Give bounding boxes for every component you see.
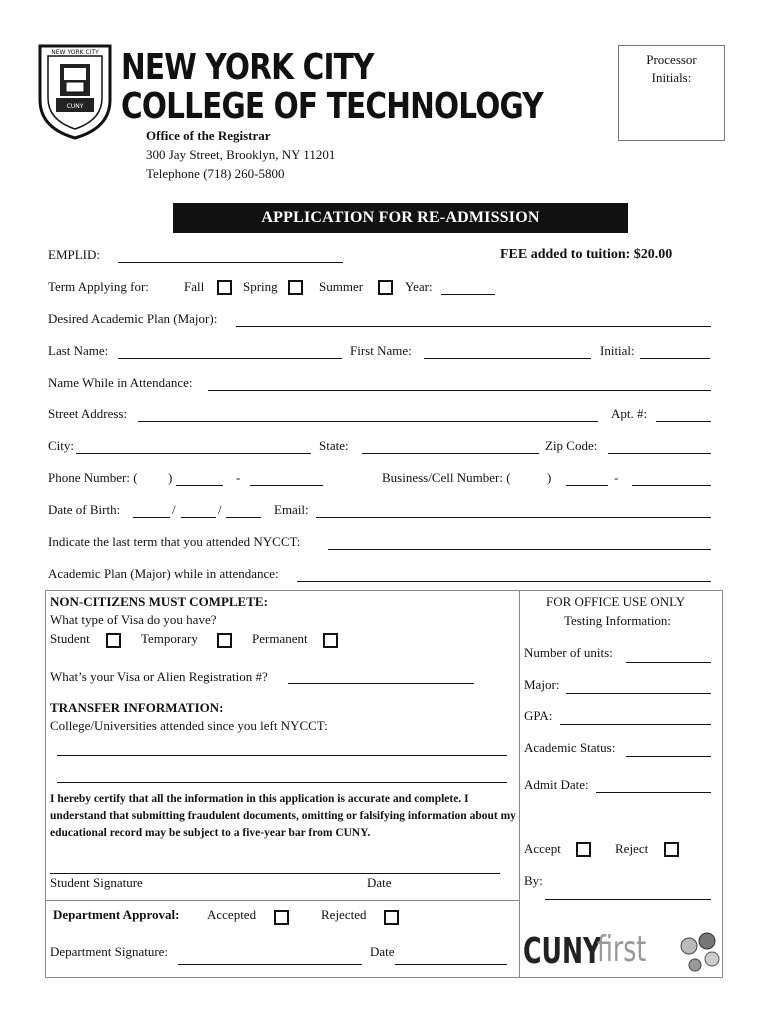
temporary-visa-checkbox[interactable] [217,633,232,648]
department-signature-label: Department Signature: [50,944,169,959]
business-dash: - [614,470,619,485]
term-label: Term Applying for: [48,279,149,294]
first-name-field[interactable] [424,358,591,359]
phone-dash: - [236,470,241,485]
cunyfirst-logo [523,929,723,976]
email-field[interactable] [316,517,711,518]
fall-label: Fall [184,279,205,294]
dob-day-field[interactable] [181,517,216,518]
year-field[interactable] [441,294,495,295]
fall-checkbox[interactable] [217,280,232,295]
office-phone: Telephone (718) 260-5800 [146,166,285,181]
street-field[interactable] [138,421,598,422]
attendance-name-label: Name While in Attendance: [48,375,193,390]
state-field[interactable] [362,453,539,454]
dob-slash-2: / [218,502,222,517]
dob-slash-1: / [172,502,176,517]
summer-checkbox[interactable] [378,280,393,295]
department-accepted-checkbox[interactable] [274,910,289,925]
student-visa-label: Student [50,631,90,646]
accept-checkbox[interactable] [576,842,591,857]
department-approval-label: Department Approval: [53,907,180,922]
plan-attendance-field[interactable] [297,581,711,582]
city-label: City: [48,438,75,453]
by-field[interactable] [545,899,711,900]
zip-label: Zip Code: [545,438,598,453]
first-logo-text: first [597,929,647,970]
business-phone-label: Business/Cell Number: ( [382,470,511,485]
major-label: Major: [524,677,560,692]
phone-label: Phone Number: ( [48,470,138,485]
department-date-field[interactable] [395,964,507,965]
phone-paren-close: ) [168,470,173,485]
department-signature-field[interactable] [178,964,362,965]
last-name-label: Last Name: [48,343,109,358]
street-label: Street Address: [48,406,128,421]
academic-status-field[interactable] [626,756,711,757]
certification-statement: I hereby certify that all the information in this application is accurate and complete. I understand that submitting fraudulent documents, omitting or falsifying information about my educational record may be subject to a five-year bar from CUNY. [50,793,516,839]
major-field[interactable] [566,693,711,694]
transfer-heading: TRANSFER INFORMATION: [50,700,224,715]
transfer-college-field-1[interactable] [57,755,507,756]
desired-plan-label: Desired Academic Plan (Major): [48,311,218,326]
spheres-icon [673,932,723,974]
reject-label: Reject [615,841,649,856]
svg-text:NEW YORK CITY: NEW YORK CITY [51,49,99,56]
by-label: By: [524,873,543,888]
department-rejected-checkbox[interactable] [384,910,399,925]
transfer-college-field-2[interactable] [57,782,507,783]
dob-label: Date of Birth: [48,502,121,517]
business-line-field[interactable] [632,485,711,486]
department-rejected-label: Rejected [321,907,367,922]
year-label: Year: [405,279,433,294]
desired-plan-field[interactable] [236,326,711,327]
visa-number-label: What’s your Visa or Alien Registration #? [50,669,268,684]
summer-label: Summer [319,279,364,294]
permanent-visa-label: Permanent [252,631,308,646]
phone-line-field[interactable] [250,485,323,486]
last-term-label: Indicate the last term that you attended NYCCT: [48,534,301,549]
academic-status-label: Academic Status: [524,740,616,755]
student-visa-checkbox[interactable] [106,633,121,648]
email-label: Email: [274,502,309,517]
processor-initials-box[interactable] [618,45,725,141]
testing-info-label: Testing Information: [564,613,672,628]
dob-month-field[interactable] [133,517,170,518]
dob-year-field[interactable] [226,517,261,518]
gpa-field[interactable] [560,724,711,725]
office-name: Office of the Registrar [146,128,271,143]
visa-number-field[interactable] [288,683,474,684]
units-label: Number of units: [524,645,613,660]
initials-label: Initials: [651,70,692,85]
cuny-logo-text: CUNY [523,931,602,972]
units-field[interactable] [626,662,711,663]
gpa-label: GPA: [524,708,553,723]
business-prefix-field[interactable] [566,485,608,486]
admit-date-field[interactable] [596,792,711,793]
spring-checkbox[interactable] [288,280,303,295]
state-label: State: [319,438,349,453]
transfer-colleges-label: College/Universities attended since you left NYCCT: [50,718,328,733]
college-name-line2: COLLEGE OF TECHNOLOGY [121,86,543,127]
visa-question: What type of Visa do you have? [50,612,217,627]
office-column-divider [519,590,520,978]
attendance-name-field[interactable] [208,390,711,391]
college-name-line1: NEW YORK CITY [121,47,374,88]
noncitizen-heading: NON-CITIZENS MUST COMPLETE: [50,594,268,609]
department-accepted-label: Accepted [207,907,257,922]
svg-text:CUNY: CUNY [66,103,84,110]
college-seal-logo [36,42,114,140]
processor-label: Processor [646,52,697,67]
fee-text: FEE added to tuition: $20.00 [500,247,673,262]
zip-field[interactable] [608,453,711,454]
temporary-visa-label: Temporary [141,631,198,646]
department-date-label: Date [370,944,395,959]
business-paren-close: ) [547,470,552,485]
initial-field[interactable] [640,358,710,359]
form-title-banner: APPLICATION FOR RE-ADMISSION [173,203,628,233]
city-field[interactable] [76,453,311,454]
spring-label: Spring [243,279,278,294]
apt-label: Apt. #: [611,406,648,421]
initial-label: Initial: [600,343,635,358]
student-date-label: Date [367,875,392,890]
accept-label: Accept [524,841,561,856]
last-term-field[interactable] [328,549,711,550]
first-name-label: First Name: [350,343,412,358]
plan-attendance-label: Academic Plan (Major) while in attendance: [48,566,279,581]
department-divider [45,900,520,901]
reject-checkbox[interactable] [664,842,679,857]
permanent-visa-checkbox[interactable] [323,633,338,648]
student-signature-field[interactable] [50,873,500,874]
last-name-field[interactable] [118,358,342,359]
office-address: 300 Jay Street, Brooklyn, NY 11201 [146,147,336,162]
admit-date-label: Admit Date: [524,777,589,792]
student-signature-label: Student Signature [50,875,143,890]
emplid-field[interactable] [118,262,343,263]
office-use-heading: FOR OFFICE USE ONLY [546,594,686,609]
phone-prefix-field[interactable] [176,485,223,486]
emplid-label: EMPLID: [48,247,100,262]
apt-field[interactable] [656,421,711,422]
